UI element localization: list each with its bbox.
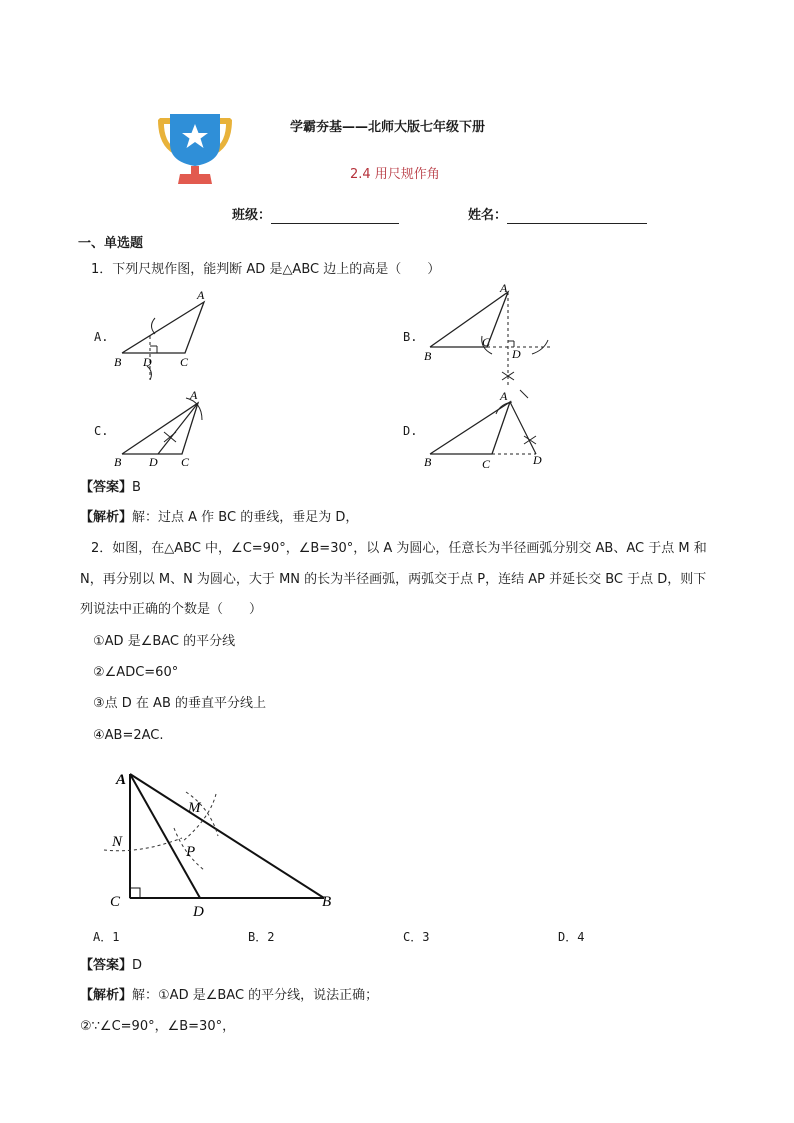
q1-option-b[interactable]: B. (403, 330, 418, 344)
q1b-label-b: B (424, 349, 432, 363)
q2-label-d: D (193, 904, 204, 918)
q2-choice-d[interactable]: D．4 (558, 930, 585, 944)
name-label: 姓名： (468, 208, 508, 223)
q1-figure-c (110, 388, 210, 472)
q2-label-a: A (116, 772, 127, 788)
q1-figure-d (420, 384, 560, 474)
q2-label-b: B (322, 894, 332, 910)
q2-figure (100, 758, 350, 918)
page-title: 学霸夯基——北师大版七年级下册 (290, 120, 486, 135)
q2-label-c: C (110, 894, 121, 910)
q2-answer (80, 958, 142, 974)
q1c-label-d: D (149, 455, 158, 469)
q1-analysis-label: 【解析】 (80, 510, 133, 525)
q2-answer-label: 【答案】 (80, 958, 133, 973)
section-heading: 一、单选题 (78, 236, 144, 251)
q2-choice-b[interactable]: B．2 (248, 930, 275, 944)
q2-statement-3: ③点 D 在 AB 的垂直平分线上 (93, 696, 267, 711)
q1d-label-c: C (482, 457, 491, 471)
q2-stem-line2: N，再分别以 M、N 为圆心，大于 MN 的长为半径画弧，两弧交于点 P，连结 AP 并延长交 BC 于点 D，则下 (80, 572, 707, 587)
q1-analysis-text: 解：过点 A 作 BC 的垂线，垂足为 D， (132, 510, 359, 525)
class-label: 班级： (232, 208, 272, 223)
q2-choice-a[interactable]: A．1 (93, 930, 120, 944)
q1-figure-b (420, 280, 560, 388)
q1-option-c[interactable]: C. (94, 424, 109, 438)
class-input[interactable] (271, 209, 399, 224)
q2-analysis-text: 解：①AD 是∠BAC 的平分线，说法正确； (132, 988, 379, 1003)
q2-stem-line3: 列说法中正确的个数是（ ） (80, 602, 263, 617)
q2-choice-c[interactable]: C．3 (403, 930, 430, 944)
trophy-icon (150, 110, 240, 190)
q1b-label-c: C (482, 335, 491, 349)
q1d-label-b: B (424, 455, 432, 469)
q1d-label-a: A (500, 389, 508, 403)
q1-answer (80, 480, 141, 496)
q1-stem: 1．下列尺规作图，能判断 AD 是△ABC 边上的高是（ ） (91, 262, 441, 277)
q1a-label-a: A (197, 288, 205, 302)
q2-label-n: N (112, 834, 123, 850)
q1a-label-c: C (180, 355, 189, 369)
q1b-label-a: A (500, 281, 508, 295)
q2-analysis-line2: ②∵∠C=90°，∠B=30°， (80, 1019, 236, 1034)
q1-answer-value: B (132, 480, 141, 495)
q2-label-m: M (188, 800, 201, 816)
q2-statement-4: ④AB=2AC. (93, 728, 164, 743)
q1b-label-d: D (512, 347, 521, 361)
q1-option-a[interactable]: A. (94, 330, 109, 344)
class-field-group (232, 208, 399, 224)
q1-answer-label: 【答案】 (80, 480, 133, 495)
q1c-label-b: B (114, 455, 122, 469)
q2-statement-2: ②∠ADC=60° (93, 665, 179, 680)
q1-option-d[interactable]: D. (403, 424, 418, 438)
q1a-label-d: D (143, 355, 152, 369)
q2-answer-value: D (132, 958, 143, 973)
q2-analysis (80, 988, 378, 1004)
q2-stem-line1: 2．如图，在△ABC 中，∠C=90°，∠B=30°，以 A 为圆心，任意长为半径画弧分别交 AB、AC 于点 M 和 (91, 541, 707, 556)
name-input[interactable] (507, 209, 647, 224)
q1-figure-a (110, 288, 220, 380)
name-field-group (468, 208, 647, 224)
q1c-label-a: A (190, 388, 198, 402)
page-subtitle: 2.4 用尺规作角 (350, 167, 440, 182)
q1c-label-c: C (181, 455, 190, 469)
q1-analysis (80, 510, 358, 526)
q2-statement-1: ①AD 是∠BAC 的平分线 (93, 634, 236, 649)
q1d-label-d: D (533, 453, 542, 467)
q2-label-p: P (186, 844, 196, 860)
q2-analysis-label: 【解析】 (80, 988, 133, 1003)
q1a-label-b: B (114, 355, 122, 369)
